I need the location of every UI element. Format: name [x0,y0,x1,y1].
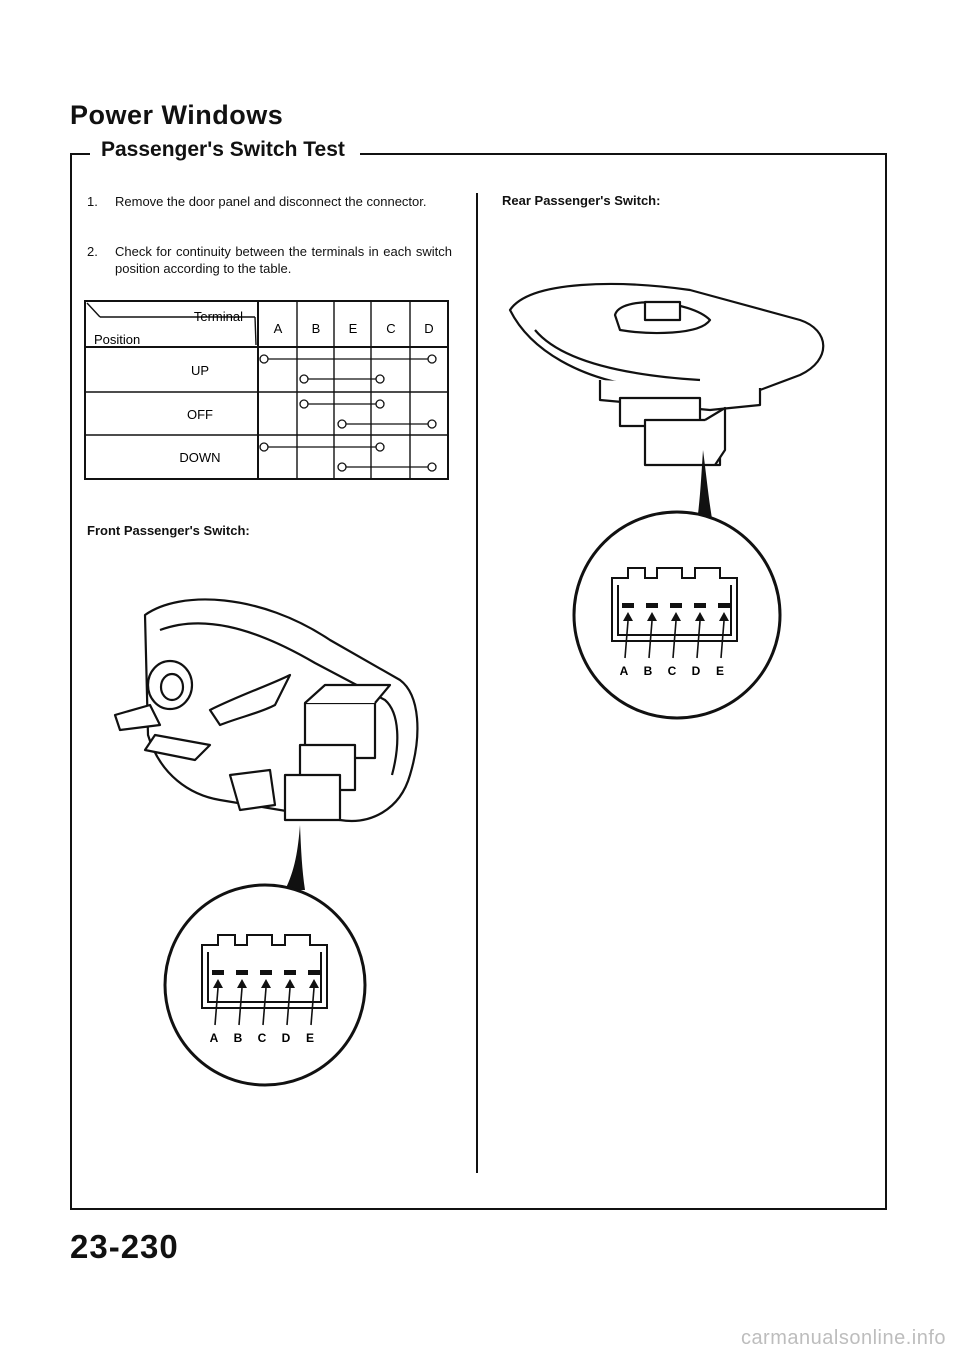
pin-label: E [715,664,725,678]
rear-switch-illustration [500,280,840,480]
continuity-terminal-circle [428,420,436,428]
rear-connector-callout [570,508,785,723]
position-up: UP [190,363,210,378]
connector-pin [260,970,272,975]
table-header-position: Position [94,332,141,347]
continuity-terminal-circle [338,420,346,428]
pin-label: A [209,1031,219,1045]
connector-pin [694,603,706,608]
connector-pin [670,603,682,608]
terminal-header-b: B [311,321,321,336]
connector-pin [308,970,320,975]
continuity-terminal-circle [376,443,384,451]
connector-pin [284,970,296,975]
table-header-terminal: Terminal [193,309,243,324]
pin-label: A [619,664,629,678]
step-1 [87,193,452,210]
page-number: 23-230 [70,1228,179,1265]
frame-top-rule-right [360,153,887,155]
continuity-terminal-circle [260,443,268,451]
terminal-header-e: E [348,321,358,336]
position-down: DOWN [179,450,221,465]
continuity-terminal-circle [338,463,346,471]
continuity-terminal-circle [428,463,436,471]
page-title: Power Windows [70,100,284,130]
pin-label: B [233,1031,243,1045]
frame-top-rule-left [70,153,90,155]
column-divider [476,193,478,1173]
continuity-terminal-circle [300,400,308,408]
step-2 [87,243,452,277]
terminal-header-c: C [386,321,396,336]
step-number: 2. [87,244,98,259]
section-title: Passenger's Switch Test [97,138,349,162]
watermark: carmanualsonline.info [740,1327,946,1349]
step-number: 1. [87,194,98,209]
rear-switch-label: Rear Passenger's Switch: [502,193,661,208]
connector-pin [212,970,224,975]
step-text: Check for continuity between the terminals in each switch position according to the table. [115,244,452,276]
pin-label: D [281,1031,291,1045]
position-off: OFF [187,407,213,422]
pin-label: C [667,664,677,678]
continuity-terminal-circle [260,355,268,363]
pin-label: C [257,1031,267,1045]
continuity-terminal-circle [428,355,436,363]
connector-pin [646,603,658,608]
connector-pin [718,603,730,608]
continuity-terminal-circle [376,375,384,383]
terminal-header-d: D [424,321,434,336]
pin-label: B [643,664,653,678]
continuity-terminal-circle [376,400,384,408]
continuity-table [80,295,460,490]
front-switch-label: Front Passenger's Switch: [87,523,250,538]
front-switch-illustration [100,585,440,845]
pin-label: D [691,664,701,678]
continuity-terminal-circle [300,375,308,383]
terminal-header-a: A [273,321,283,336]
connector-pin [622,603,634,608]
step-text: Remove the door panel and disconnect the connector. [115,194,427,209]
front-connector-callout [160,880,370,1090]
pin-label: E [305,1031,315,1045]
connector-pin [236,970,248,975]
